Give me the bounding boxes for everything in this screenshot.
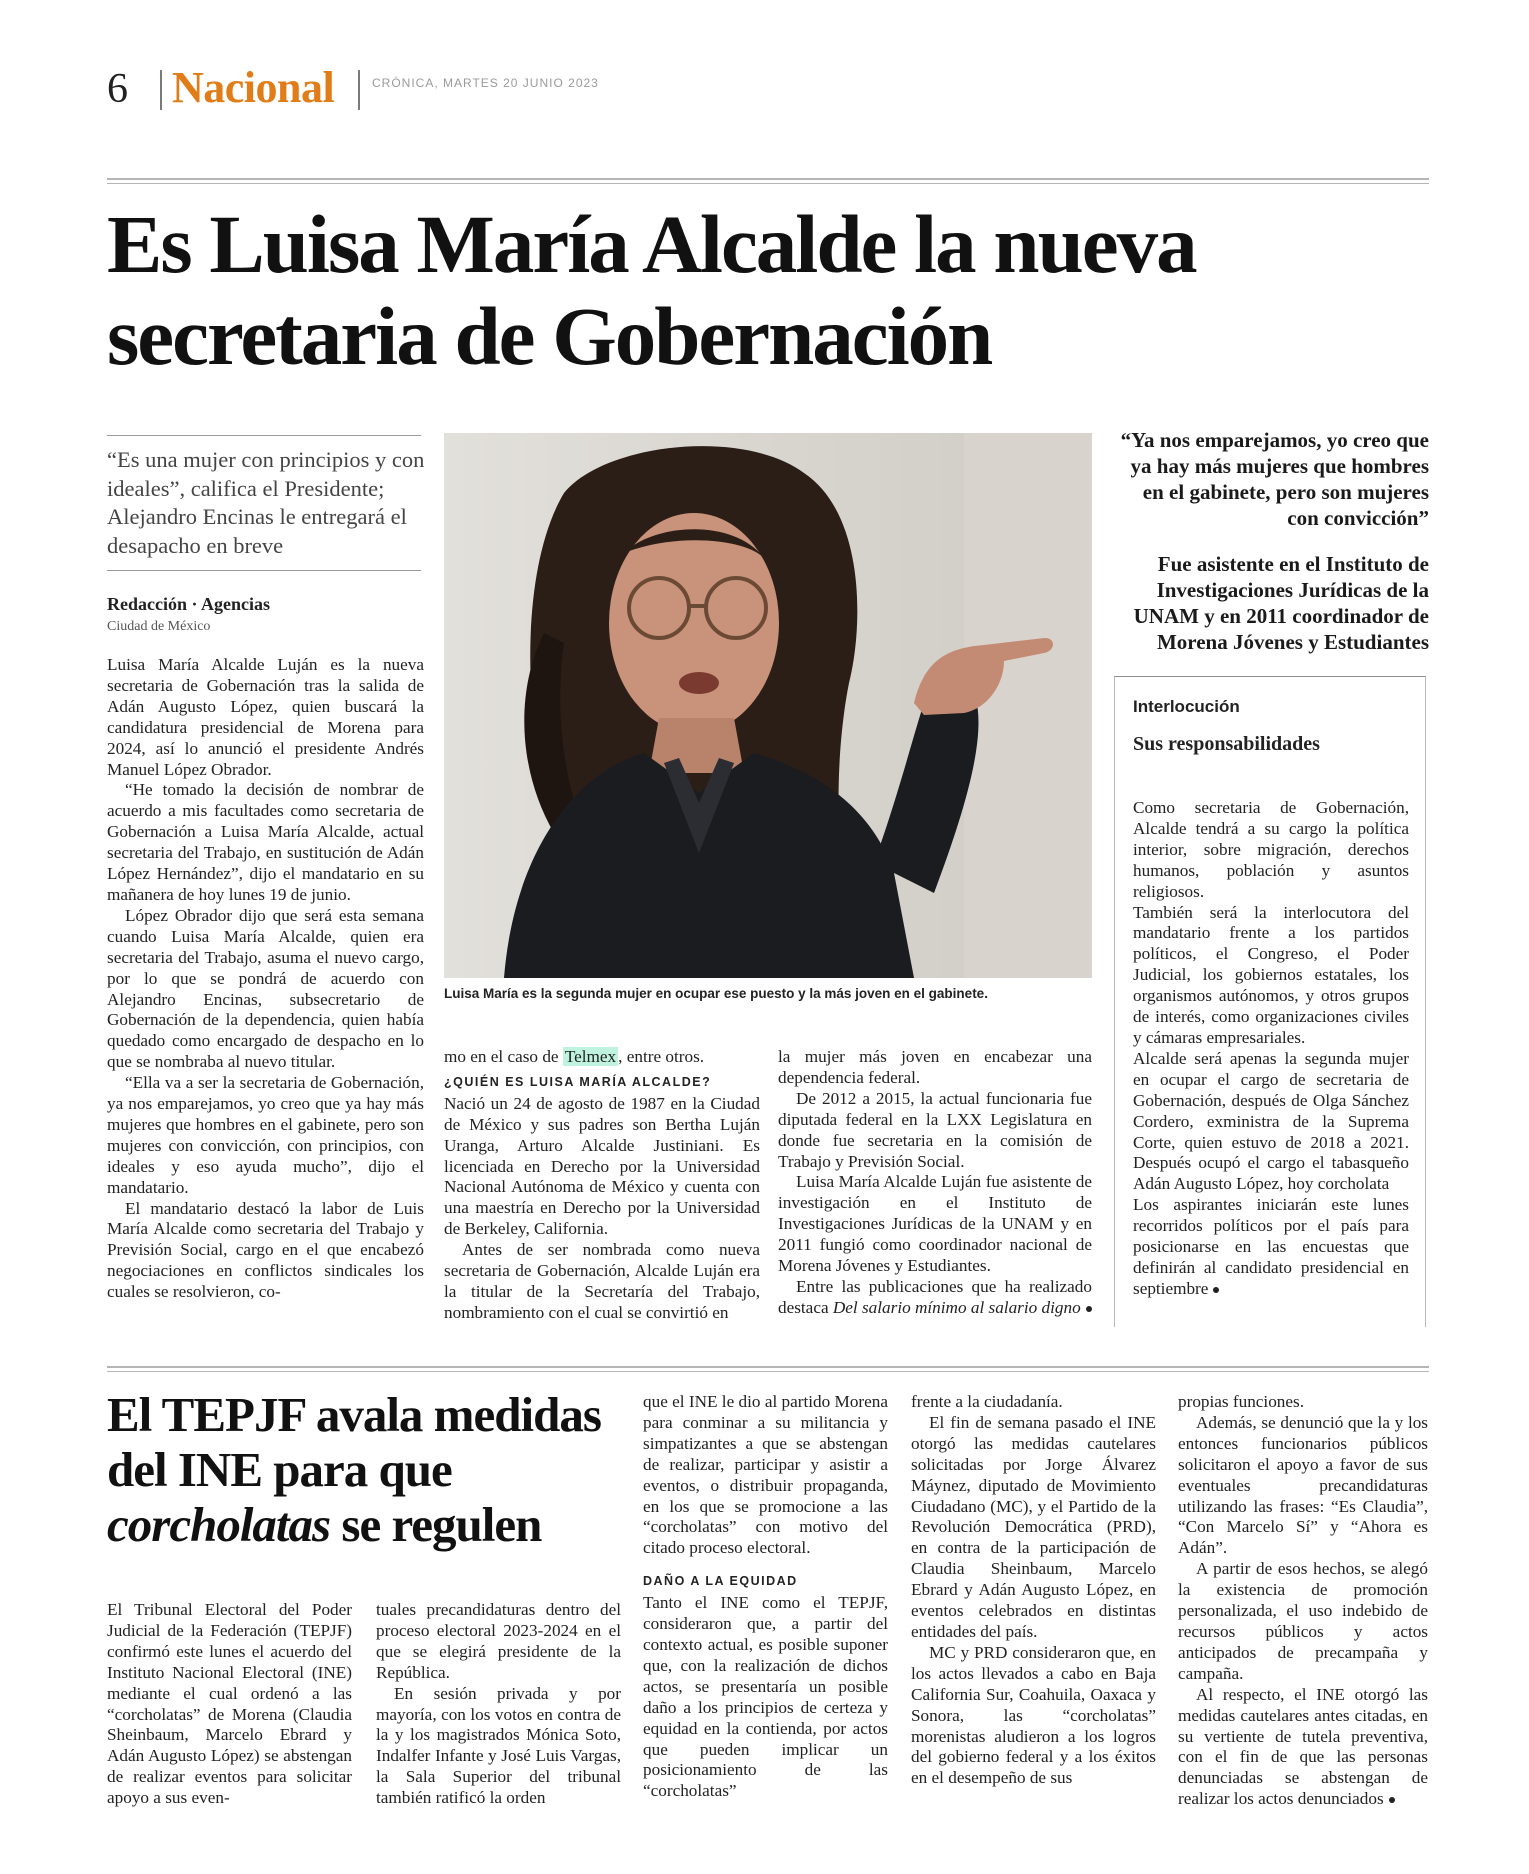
article2-column-3: [643, 1392, 888, 1802]
sidebar-paragraph: [1133, 1195, 1409, 1300]
summary-top-rule: [107, 435, 421, 436]
section-subhead: DAÑO A LA EQUIDAD: [643, 1574, 798, 1589]
paragraph: López Obrador dijo que será esta semana cuando Luisa María Alcalde, quien era secretaria del Trabajo, asuma el nuevo cargo, por lo que se pondrá de acuerdo con Alejandro Encinas, subsecretario de Gobernación de la dependencia, quien había quedado como encargado de despacho en lo que se nombraba al nuevo titular.: [107, 905, 424, 1072]
sidebar-title: Sus responsabilidades: [1133, 733, 1320, 755]
page-number: 6: [107, 66, 128, 112]
text: , entre otros.: [618, 1047, 705, 1066]
article2-column-2: [376, 1600, 621, 1809]
portrait-photo: [444, 433, 1092, 978]
dateline: CRÓNICA, MARTES 20 JUNIO 2023: [372, 76, 599, 90]
header-divider: [358, 70, 360, 110]
end-mark-icon: [1086, 1306, 1092, 1312]
paragraph: Nació un 24 de agosto de 1987 en la Ciudad de México y sus padres son Bertha Luján Uranga, Arturo Alcalde Justiniani. Es licenciada en Derecho por la Universidad Nacional Autónoma de México y cuenta con una maestría en Derecho por la Universidad de Berkeley, California.: [444, 1093, 760, 1239]
text: Al respecto, el INE otorgó las medidas cautelares antes citadas, en su vertiente de tutela preventiva, con el fin de que las personas denunciadas se abstengan de realizar los actos denunciados: [1178, 1684, 1428, 1809]
article2-column-1: [107, 1600, 352, 1809]
summary-bottom-rule: [107, 570, 421, 571]
dateline-city: Ciudad de México: [107, 619, 211, 634]
paragraph: El Tribunal Electoral del Poder Judicial de la Federación (TEPJF) confirmó este lunes el acuerdo del Instituto Nacional Electoral (INE) mediante el cual ordenó a las “corcholatas” de Morena (Claudia Sheinbaum, Marcelo Ebrard y Adán Augusto López) se abstengan de realizar eventos para solicitar apoyo a sus even-: [107, 1600, 352, 1808]
text: Entre las publicaciones que ha realizado destaca: [778, 1276, 1092, 1317]
paragraph: [778, 1277, 1092, 1319]
article-summary: “Es una mujer con principios y con ideales”, califica el Presidente; Alejandro Encinas le entregará el desapacho en breve: [107, 447, 425, 558]
paragraph: propias funciones.: [1178, 1392, 1305, 1411]
paragraph: Además, se denunció que la y los entonces funcionarios públicos solicitaron el apoyo a favor de sus eventuales precandidaturas utilizando las frases: “Es Claudia”, “Con Marcelo Sí” y “Ahora es Adán”.: [1178, 1412, 1428, 1558]
paragraph: De 2012 a 2015, la actual funcionaria fue diputada federal en la LXX Legislatura en donde fue secretaria en la comisión de Trabajo y Previsión Social.: [778, 1088, 1092, 1171]
sidebar-body: [1133, 798, 1409, 1300]
paragraph: Antes de ser nombrada como nueva secretaria de Gobernación, Alcalde Luján era la titular de la Secretaría del Trabajo, nombramiento con el cual se convirtió en: [444, 1240, 760, 1322]
publication-title: Del salario mínimo al salario digno: [832, 1297, 1081, 1317]
paragraph: que el INE le dio al partido Morena para conminar a su militancia y simpatizantes a que se abstengan de realizar, participar y asistir a eventos, o distribuir propaganda, en los que se promocione a las “corcholatas” con motivo del citado proceso electoral.: [643, 1392, 888, 1558]
text: mo en el caso de: [444, 1047, 563, 1066]
paragraph: Tanto el INE como el TEPJF, consideraron que, a partir del contexto actual, es posible suponer que, con la realización de dichos actos, se presentaría un posible daño a los principios de certeza y equidad en la contienda, por actos que pueden implicar un posicionamiento de las “corcholatas”: [643, 1593, 888, 1801]
top-rule: [107, 178, 1429, 184]
pull-quote: “Ya nos emparejamos, yo creo que ya hay más mujeres que hombres en el gabinete, pero son mujeres con convicción”: [1120, 428, 1429, 530]
highlight-subhead: Fue asistente en el Instituto de Investigaciones Jurídicas de la UNAM y en 2011 coordinador de Morena Jóvenes y Estudiantes: [1133, 552, 1429, 654]
sidebar-paragraph: Como secretaria de Gobernación, Alcalde tendrá a su cargo la política interior, sobre migración, derechos humanos, población y asuntos religiosos.: [1133, 798, 1409, 901]
paragraph: “He tomado la decisión de nombrar de acuerdo a mis facultades como secretaria de Gobernación a Luisa María Alcalde, actual secretaria del Trabajo, en sustitución de Adán López Hernández”, dijo el mandatario en su mañanera de hoy lunes 19 de junio.: [107, 780, 424, 904]
article2-column-4: [911, 1392, 1156, 1789]
sidebar-paragraph: Alcalde será apenas la segunda mujer en ocupar el cargo de secretaria de Gobernación, después de Olga Sánchez Cordero, exministra de la Suprema Corte, quien estuvo de 2018 a 2021. Después ocupó el cargo el tabasqueño Adán Augusto López, hoy corcholata: [1133, 1048, 1409, 1194]
paragraph: A partir de esos hechos, se alegó la existencia de promoción personalizada, el uso indebido de recursos públicos y actos anticipados de precampaña y campaña.: [1178, 1559, 1428, 1683]
paragraph: Luisa María Alcalde Luján es la nueva secretaria de Gobernación tras la salida de Adán Augusto López, quien buscará la candidatura presidencial de Morena para 2024, así lo anunció el presidente Andrés Manuel López Obrador.: [107, 655, 424, 779]
paragraph: “Ella va a ser la secretaria de Gobernación, ya nos emparejamos, yo creo que ya hay más mujeres que hombres en el gabinete, pero son mujeres con convicción, con principios, con ideales y eso ayuda mucho”, dijo el mandatario.: [107, 1073, 424, 1197]
section-label: Nacional: [172, 63, 335, 112]
text: se regulen: [330, 1497, 542, 1552]
article-divider: [107, 1366, 1429, 1372]
paragraph: [444, 1047, 760, 1068]
sidebar-paragraph: También será la interlocutora del mandatario frente a los partidos políticos, el Congreso, el Poder Judicial, los gobiernos estatales, los organismos autónomos, y otros grupos de interés, como organizaciones civiles y cámaras empresariales.: [1133, 902, 1409, 1047]
end-mark-icon: [1389, 1797, 1395, 1803]
article-column-1: [107, 655, 424, 1303]
main-headline: Es Luisa María Alcalde la nueva secretaria de Gobernación: [107, 198, 1196, 382]
article2-column-5: [1178, 1392, 1428, 1810]
paragraph: frente a la ciudadanía.: [911, 1392, 1063, 1411]
section-subhead: ¿QUIÉN ES LUISA MARÍA ALCALDE?: [444, 1074, 712, 1089]
paragraph: [1178, 1685, 1428, 1810]
text: Los aspirantes iniciarán este lunes recorridos políticos por el país para posicionarse en las encuestas que definirán al candidato presidencial en septiembre: [1133, 1195, 1409, 1298]
header-divider: [160, 70, 162, 110]
paragraph: MC y PRD consideraron que, en los actos llevados a cabo en Baja California Sur, Coahuila, Oaxaca y Sonora, las “corcholatas” morenistas aludieron a los logros del gobierno federal y a los éxitos en el desempeño de sus: [911, 1642, 1156, 1788]
end-mark-icon: [1213, 1287, 1219, 1293]
article-column-2: [444, 1047, 760, 1324]
byline: Redacción · Agencias: [107, 594, 270, 614]
portrait-illustration: [444, 433, 1092, 978]
highlighted-term: Telmex: [564, 1047, 617, 1066]
second-headline: [107, 1387, 627, 1552]
article-column-3: [778, 1047, 1092, 1319]
paragraph: El mandatario destacó la labor de Luis María Alcalde como secretaria del Trabajo y Previsión Social, cargo en el que encabezó negociaciones en conflictos sindicales los cuales se resolvieron, co-: [107, 1198, 424, 1302]
paragraph: la mujer más joven en encabezar una dependencia federal.: [778, 1047, 1092, 1087]
photo-caption: Luisa María es la segunda mujer en ocupar ese puesto y la más joven en el gabinete.: [444, 986, 988, 1001]
paragraph: El fin de semana pasado el INE otorgó las medidas cautelares solicitadas por Jorge Álvarez Máynez, diputado de Movimiento Ciudadano (MC), y el Partido de la Revolución Democrática (PRD), en contra de la participación de Claudia Sheinbaum, Marcelo Ebrard y Adán Augusto López, en eventos celebrados en distintas entidades del país.: [911, 1412, 1156, 1641]
text: El TEPJF avala medidas del INE para que: [107, 1387, 601, 1497]
headline-italic: corcholatas: [107, 1497, 331, 1552]
paragraph: En sesión privada y por mayoría, con los votos en contra de la y los magistrados Mónica Soto, Indalfer Infante y José Luis Vargas, la Sala Superior del tribunal también ratificó la orden: [376, 1683, 621, 1808]
paragraph: tuales precandidaturas dentro del proceso electoral 2023-2024 en el que se elegirá presidente de la República.: [376, 1600, 621, 1682]
paragraph: Luisa María Alcalde Luján fue asistente de investigación en el Instituto de Investigaciones Jurídicas de la UNAM y en 2011 fungió como coordinador nacional de Morena Jóvenes y Estudiantes.: [778, 1172, 1092, 1276]
sidebar-kicker: Interlocución: [1133, 697, 1240, 716]
